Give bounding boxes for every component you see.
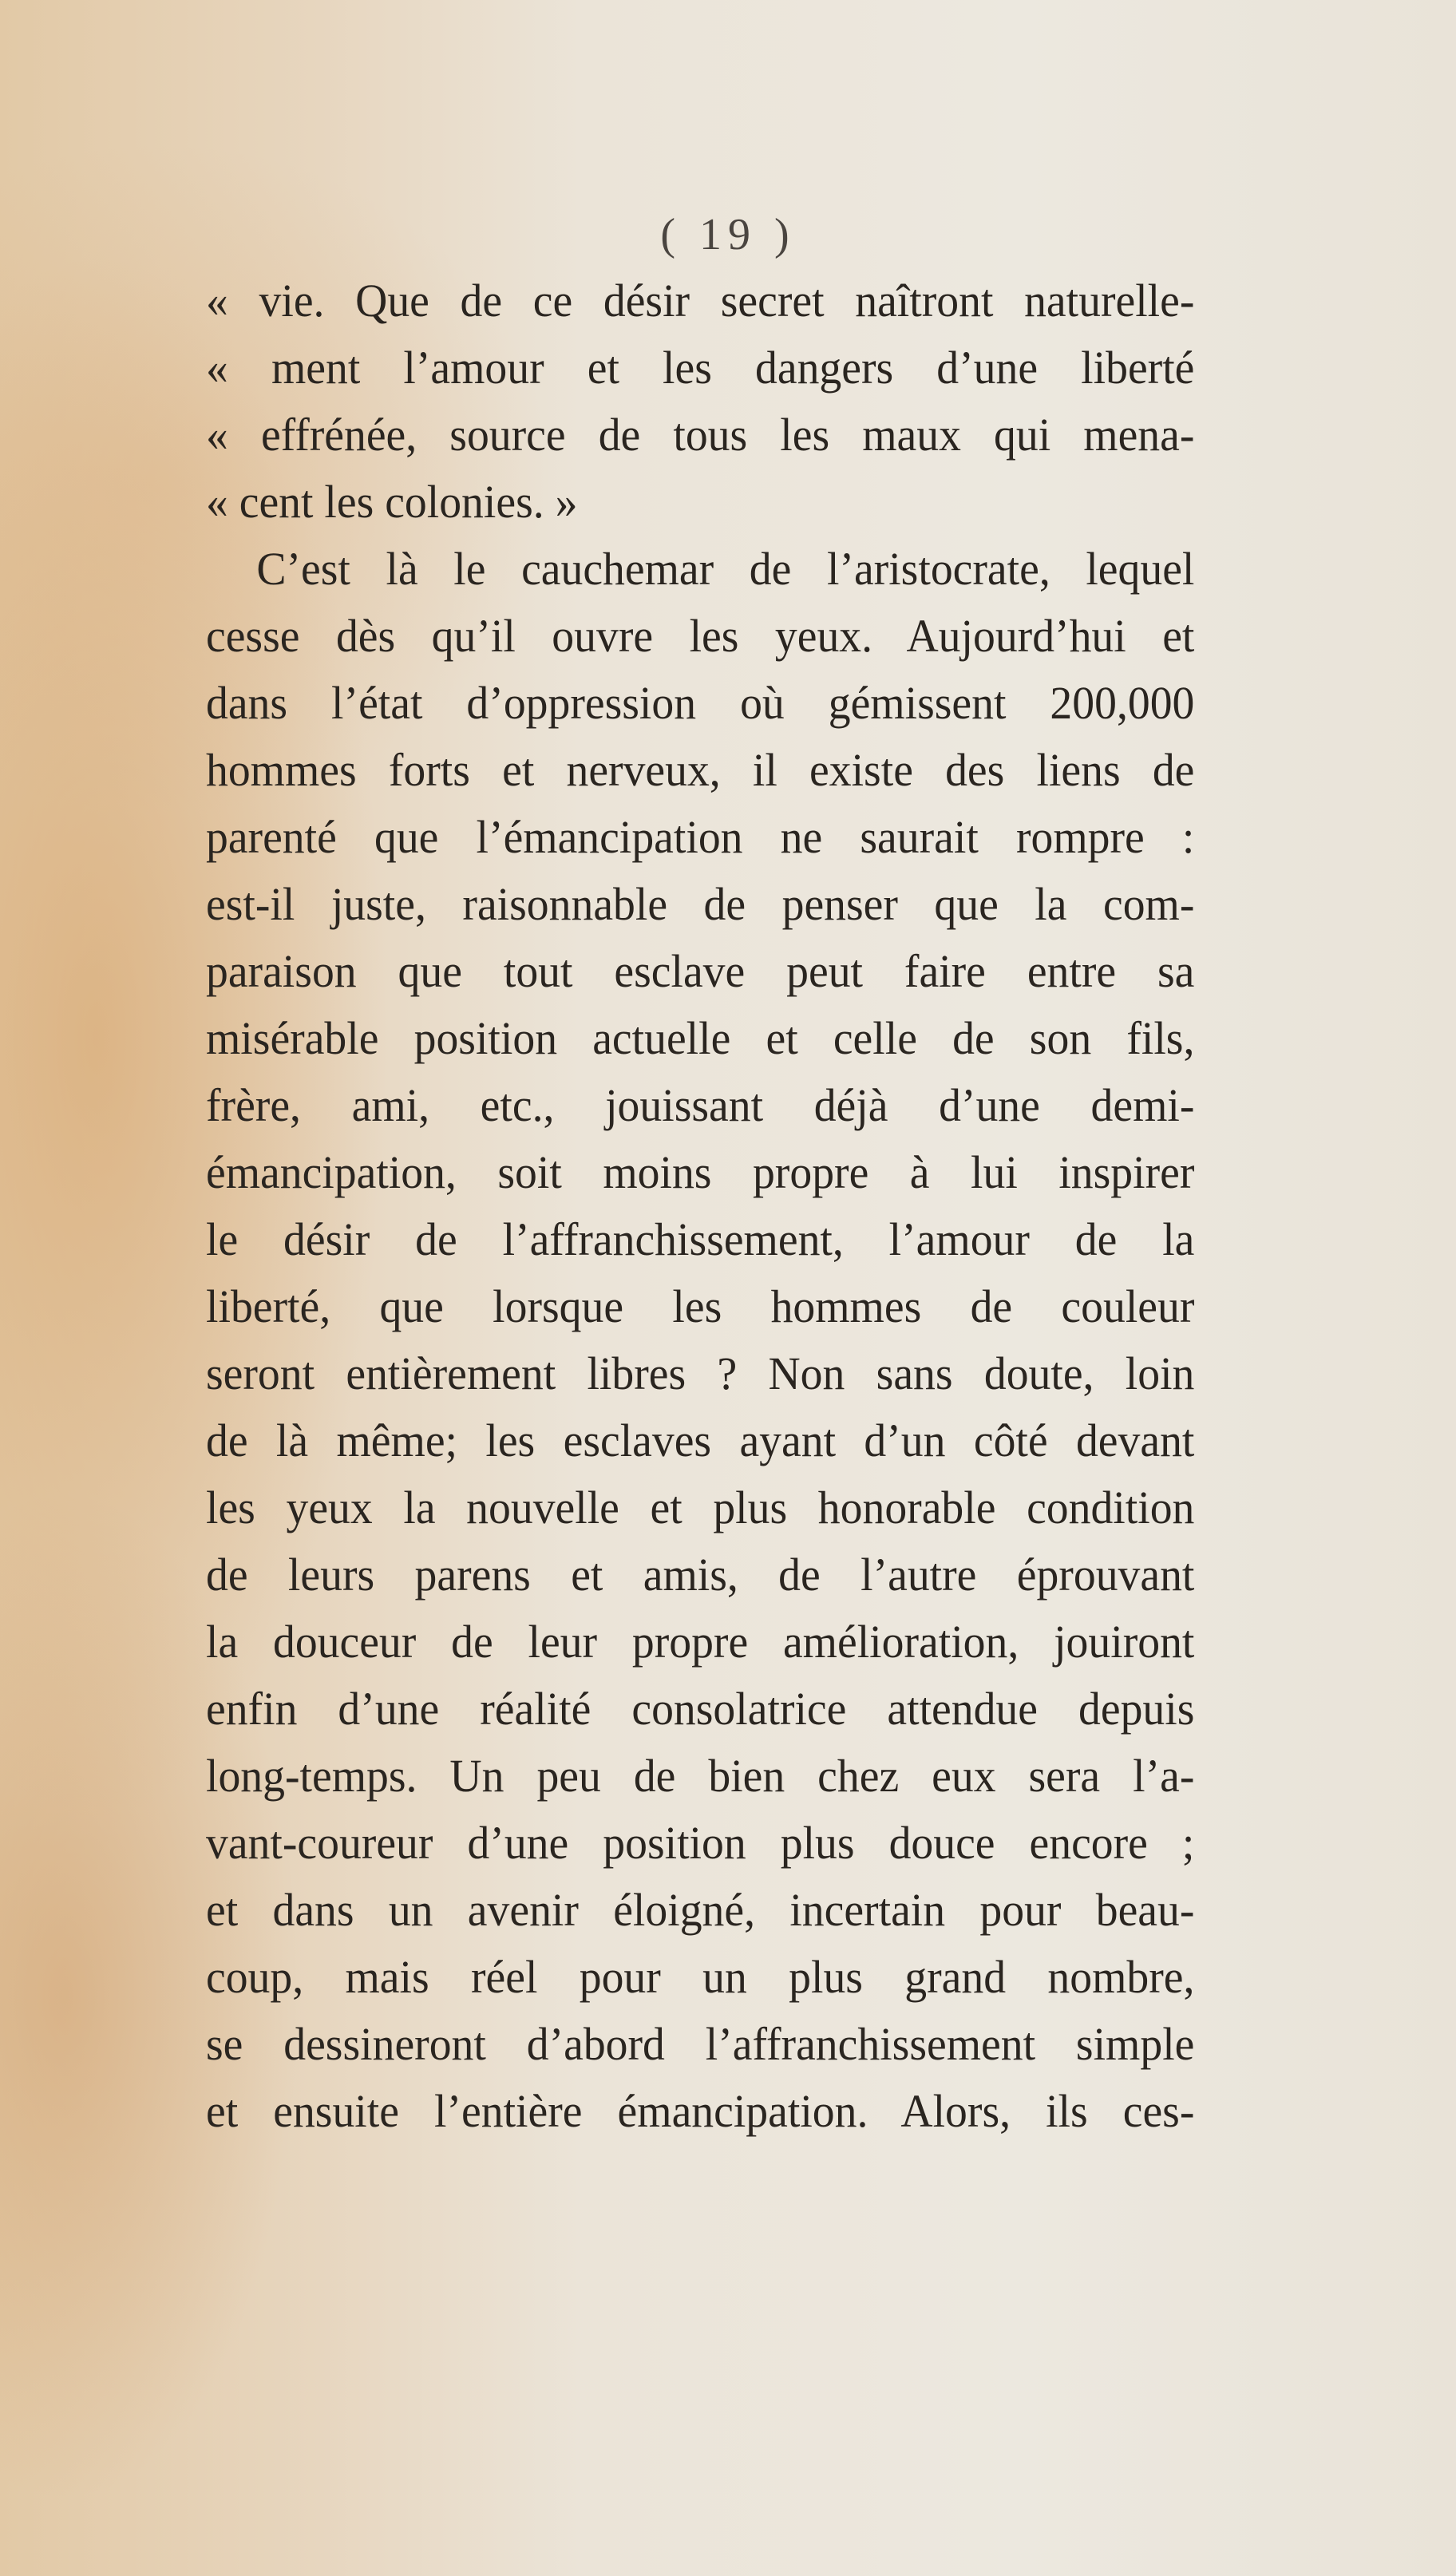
text-line: est-il juste, raisonnable de penser que la com-	[206, 878, 1195, 930]
text-line: coup, mais réel pour un plus grand nombre,	[206, 1951, 1195, 2003]
text-line: et dans un avenir éloigné, incertain pour beau-	[206, 1884, 1195, 1936]
text-line: se dessineront d’abord l’affranchissement simple	[206, 2018, 1195, 2070]
text-line: et ensuite l’entière émancipation. Alors, ils ces-	[206, 2085, 1195, 2137]
text-line: paraison que tout esclave peut faire entre sa	[206, 945, 1195, 997]
body-text	[206, 267, 1236, 2145]
text-line: les yeux la nouvelle et plus honorable condition	[206, 1482, 1195, 1533]
text-line: frère, ami, etc., jouissant déjà d’une demi-	[206, 1079, 1195, 1131]
text-line: dans l’état d’oppression où gémissent 200,000	[206, 677, 1195, 729]
text-line: C’est là le cauchemar de l’aristocrate, lequel	[256, 543, 1195, 595]
text-line: de leurs parens et amis, de l’autre éprouvant	[206, 1549, 1195, 1601]
text-line: long-temps. Un peu de bien chez eux sera l’a-	[206, 1750, 1195, 1802]
text-line: la douceur de leur propre amélioration, jouiront	[206, 1616, 1195, 1668]
text-line: misérable position actuelle et celle de son fils,	[206, 1012, 1195, 1064]
text-line: le désir de l’affranchissement, l’amour de la	[206, 1213, 1195, 1265]
text-line: émancipation, soit moins propre à lui inspirer	[206, 1146, 1195, 1198]
text-line: de là même; les esclaves ayant d’un côté devant	[206, 1415, 1195, 1466]
text-line: liberté, que lorsque les hommes de couleur	[206, 1280, 1195, 1332]
text-line: hommes forts et nerveux, il existe des liens de	[206, 744, 1195, 796]
text-line: parenté que l’émancipation ne saurait rompre :	[206, 811, 1195, 863]
text-line: « effrénée, source de tous les maux qui mena-	[206, 409, 1195, 461]
text-line: « cent les colonies. »	[206, 476, 578, 528]
text-line: seront entièrement libres ? Non sans doute, loin	[206, 1347, 1195, 1399]
text-line: « ment l’amour et les dangers d’une liberté	[206, 342, 1195, 394]
text-line: cesse dès qu’il ouvre les yeux. Aujourd’hui et	[206, 610, 1195, 662]
text-line: « vie. Que de ce désir secret naîtront naturelle-	[206, 275, 1195, 326]
text-line: vant-coureur d’une position plus douce encore ;	[206, 1817, 1195, 1869]
text-line: enfin d’une réalité consolatrice attendue depuis	[206, 1683, 1195, 1735]
page-number: ( 19 )	[660, 210, 796, 259]
